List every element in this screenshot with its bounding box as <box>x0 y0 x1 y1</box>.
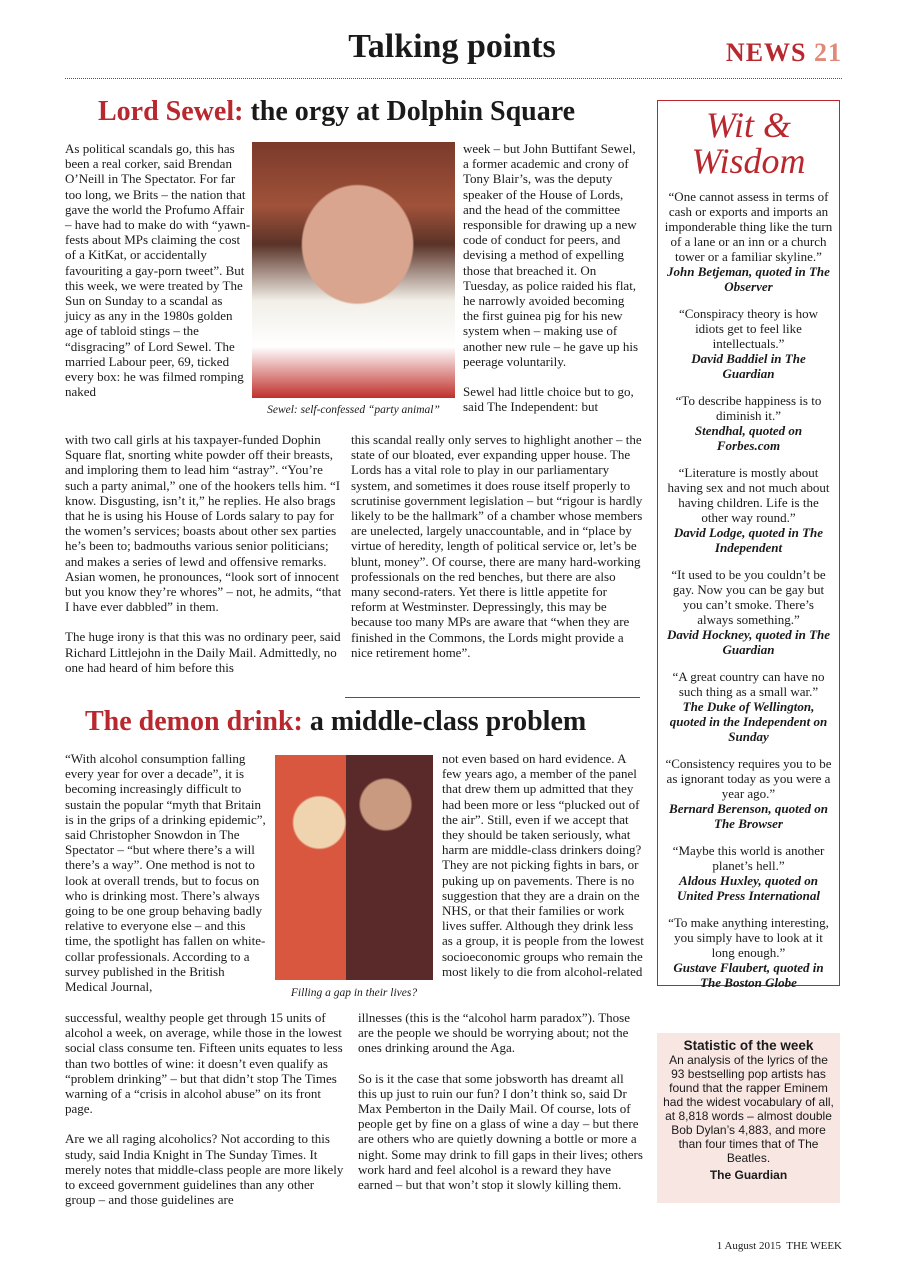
headline-black: the orgy at Dolphin Square <box>250 96 576 127</box>
footer-publication: THE WEEK <box>786 1240 842 1252</box>
quote-text: “To describe happiness is to diminish it.” <box>675 393 822 423</box>
quote <box>664 393 833 453</box>
quote-text: “It used to be you couldn’t be gay. Now you can be gay but you can’t smoke. There’s always something.” <box>671 567 826 627</box>
headline-black: a middle-class problem <box>309 706 587 737</box>
quote <box>664 306 833 381</box>
quote-text: “Literature is mostly about having sex and not much about having children. Life is the other way round.” <box>667 465 830 525</box>
statistic-source: The Guardian <box>709 1168 788 1182</box>
section-page-label <box>726 38 842 68</box>
quote-text: “Consistency requires you to be as ignorant today as you were a year ago.” <box>665 756 832 801</box>
quote-text: “A great country can have no such thing as a small war.” <box>672 669 825 699</box>
headline-red: Lord Sewel: <box>98 96 244 127</box>
paragraph: week – but John Buttifant Sewel, a former academic and crony of Tony Blair’s, was the deputy speaker of the House of Lords, and the head of the committee responsible for drawing up a new code of conduct for peers, and devising a method of expelling those that breached it. On Tuesday, as police raided his flat, he narrowly avoided becoming the first guinea pig for his new system when – making use of another new rule – he gave up his peerage voluntarily. <box>463 141 639 369</box>
wit-wisdom-box <box>657 100 840 990</box>
page-number: 21 <box>814 38 842 67</box>
quote <box>664 465 833 555</box>
quote-source: Stendhal, quoted on Forbes.com <box>694 423 803 453</box>
paragraph: So is it the case that some jobsworth has dreamt all this up just to ruin our fun? I don’t think so, said Dr Max Pemberton in the Daily Mail. Of course, lots of people get by fine on a glass of wine a day – but there are others who are quietly downing a bottle or more a night. Some may drink to fill gaps in their lives; others work hard and feel alcohol is a reward they have earned – but that won’t stop it slowly killing them. <box>358 1070 643 1193</box>
quote-text: “To make anything interesting, you simply have to look at it long enough.” <box>668 915 829 960</box>
paragraph: illnesses (this is the “alcohol harm paradox”). Those are the people we should be worrying about; not the ones drinking around the Aga. <box>358 1010 630 1056</box>
quote <box>664 756 833 831</box>
sewel-photo <box>252 142 455 398</box>
article-divider <box>345 697 640 698</box>
couple-photo <box>275 755 433 980</box>
quote-source: David Lodge, quoted in The Independent <box>673 525 824 555</box>
statistic-title: Statistic of the week <box>683 1038 814 1053</box>
article2-caption: Filling a gap in their lives? <box>290 987 418 999</box>
headline-red: The demon drink: <box>85 706 303 737</box>
footer <box>717 1240 842 1252</box>
section-title: Talking points <box>348 28 556 65</box>
article2-col1-cont <box>65 1010 347 1207</box>
article1-col1-cont <box>65 432 347 675</box>
statistic-text: An analysis of the lyrics of the 93 bestselling pop artists has found that the rapper Eminem had the widest vocabulary of all, at 8,818 words – almost double Bob Dylan’s 4,883, and more than four times that of The Beatles. <box>663 1053 834 1165</box>
article1-caption: Sewel: self-confessed “party animal” <box>267 404 440 416</box>
paragraph: successful, wealthy people get through 15 units of alcohol a week, on average, while those in the lowest social class consume ten. Fifteen units equates to less than two bottles of wine: it doesn’t even qualify as “problem drinking” – but that didn’t stop The Times warning of a “crisis in alcohol abuse” on its front page. <box>65 1010 343 1117</box>
paragraph: Sewel had little choice but to go, said The Independent: but <box>463 384 634 415</box>
paragraph: with two call girls at his taxpayer-funded Dophin Square flat, snorting white powder off their breasts, and imploring them to lead him “astray”. “You’re such a party animal,” one of the hookers tells him. “I know. Disgusting, isn’t it,” he replies. He also brags that he is using his House of Lords salary to pay for the women’s services; boasts about other sex parties he’s been to; badmouths various senior politicians; and makes a series of lewd and offensive remarks. Asian women, he pronounces, “look sort of innocent but you know they’re whores” – not, he admits, “that I have ever dabbled” in them. <box>65 432 342 615</box>
article2-col3: not even based on hard evidence. A few years ago, a member of the panel that drew them up admitted that they had been more or less “plucked out of the air”. Still, even if we accept that they should be taken seriously, what harm are middle-class drinkers doing? They are not picking fights in bars, or puking up on pavements. There is no suggestion that they are a drain on the NHS, or that their families or work lives suffer. Although they drink less as a group, it is people from the lowest socioeconomic groups who remain the most likely to die from alcohol-related <box>442 751 644 979</box>
quote <box>664 669 833 744</box>
quote <box>664 915 833 990</box>
paragraph: Are we all raging alcoholics? Not according to this study, said India Knight in The Sunday Times. It merely notes that middle-class people are more likely to exceed government guidelines than any other group – and those guidelines are <box>65 1131 344 1208</box>
quote <box>664 189 833 294</box>
article1-col1: As political scandals go, this has been a real corker, said Brendan O’Neill in The Spectator. For far too long, we Brits – the nation that gave the world the Profumo Affair – have had to make do with “yawn-fests about MPs claiming the cost of a KitKat, or accidentally favouriting a gay-porn tweet”. But this week, we were treated by The Sun on Sunday to a scandal as juicy as any in the 1980s golden age of tabloid stings – the “disgracing” of Lord Sewel. The married Labour peer, 69, ticked every box: he was filmed romping naked <box>65 141 251 400</box>
article2-col2-cont <box>358 1010 644 1192</box>
article1-col2-cont: this scandal really only serves to highlight another – the state of our bloated, ever expanding upper house. The Lords has a vital role to play in our parliamentary system, and sometimes it does rouse itself properly to scrutinise government legislation – but “rigour is hardly likely to be the hallmark” of a chamber whose members are unelected, largely unaccountable, and in “place by virtue of heredity, length of political service or, let’s be blunt, money”. Of course, there are many hard-working professionals on the red benches, but there are also many second-raters. Yet there is little appetite for reform at Westminster. Depressingly, this may be because too many MPs are aware that “when they are finished in the Commons, the Lords might provide a nice retirement home”. <box>351 432 643 660</box>
header-divider <box>65 78 842 79</box>
article2-col1: “With alcohol consumption falling every year for over a decade”, it is becoming increasingly difficult to sustain the popular “myth that Britain is in the grips of a drinking epidemic”, said Christopher Snowdon in The Spectator – “but where there’s a will there’s a way”. One method is not to look at overall trends, but to focus on who is drinking most. There’s always going to be one group behaving badly relative to everyone else – and this time, the spotlight has fallen on white-collar professionals. According to a survey published in the British Medical Journal, <box>65 751 266 995</box>
statistic-box <box>657 1033 840 1203</box>
wit-wisdom-title: Wit & Wisdom <box>691 105 806 181</box>
news-label: NEWS <box>725 38 807 67</box>
article1-headline <box>98 96 575 128</box>
article2-headline <box>85 706 586 738</box>
footer-date: 1 August 2015 <box>716 1240 781 1252</box>
quote-text: “One cannot assess in terms of cash or exports and imports an imponderable thing like the turn of a lane or an inn or a church tower or a familiar skyline.” <box>664 189 833 264</box>
quote-text: “Conspiracy theory is how idiots get to feel like intellectuals.” <box>678 306 818 351</box>
quote-source: John Betjeman, quoted in The Observer <box>667 264 830 294</box>
quote-text: “Maybe this world is another planet’s hell.” <box>672 843 825 873</box>
quote-source: David Baddiel in The Guardian <box>691 351 806 381</box>
quote-source: Gustave Flaubert, quoted in The Boston Globe <box>673 960 824 990</box>
quote-source: The Duke of Wellington, quoted in the Independent on Sunday <box>669 699 828 744</box>
quote-source: David Hockney, quoted in The Guardian <box>666 627 831 657</box>
quote <box>664 567 833 657</box>
paragraph: The huge irony is that this was no ordinary peer, said Richard Littlejohn in the Daily Mail. Admittedly, no one had heard of him before this <box>65 629 341 675</box>
quote <box>664 843 833 903</box>
quote-source: Aldous Huxley, quoted on United Press International <box>676 873 821 903</box>
article1-col3 <box>463 141 643 414</box>
quote-source: Bernard Berenson, quoted on The Browser <box>669 801 828 831</box>
